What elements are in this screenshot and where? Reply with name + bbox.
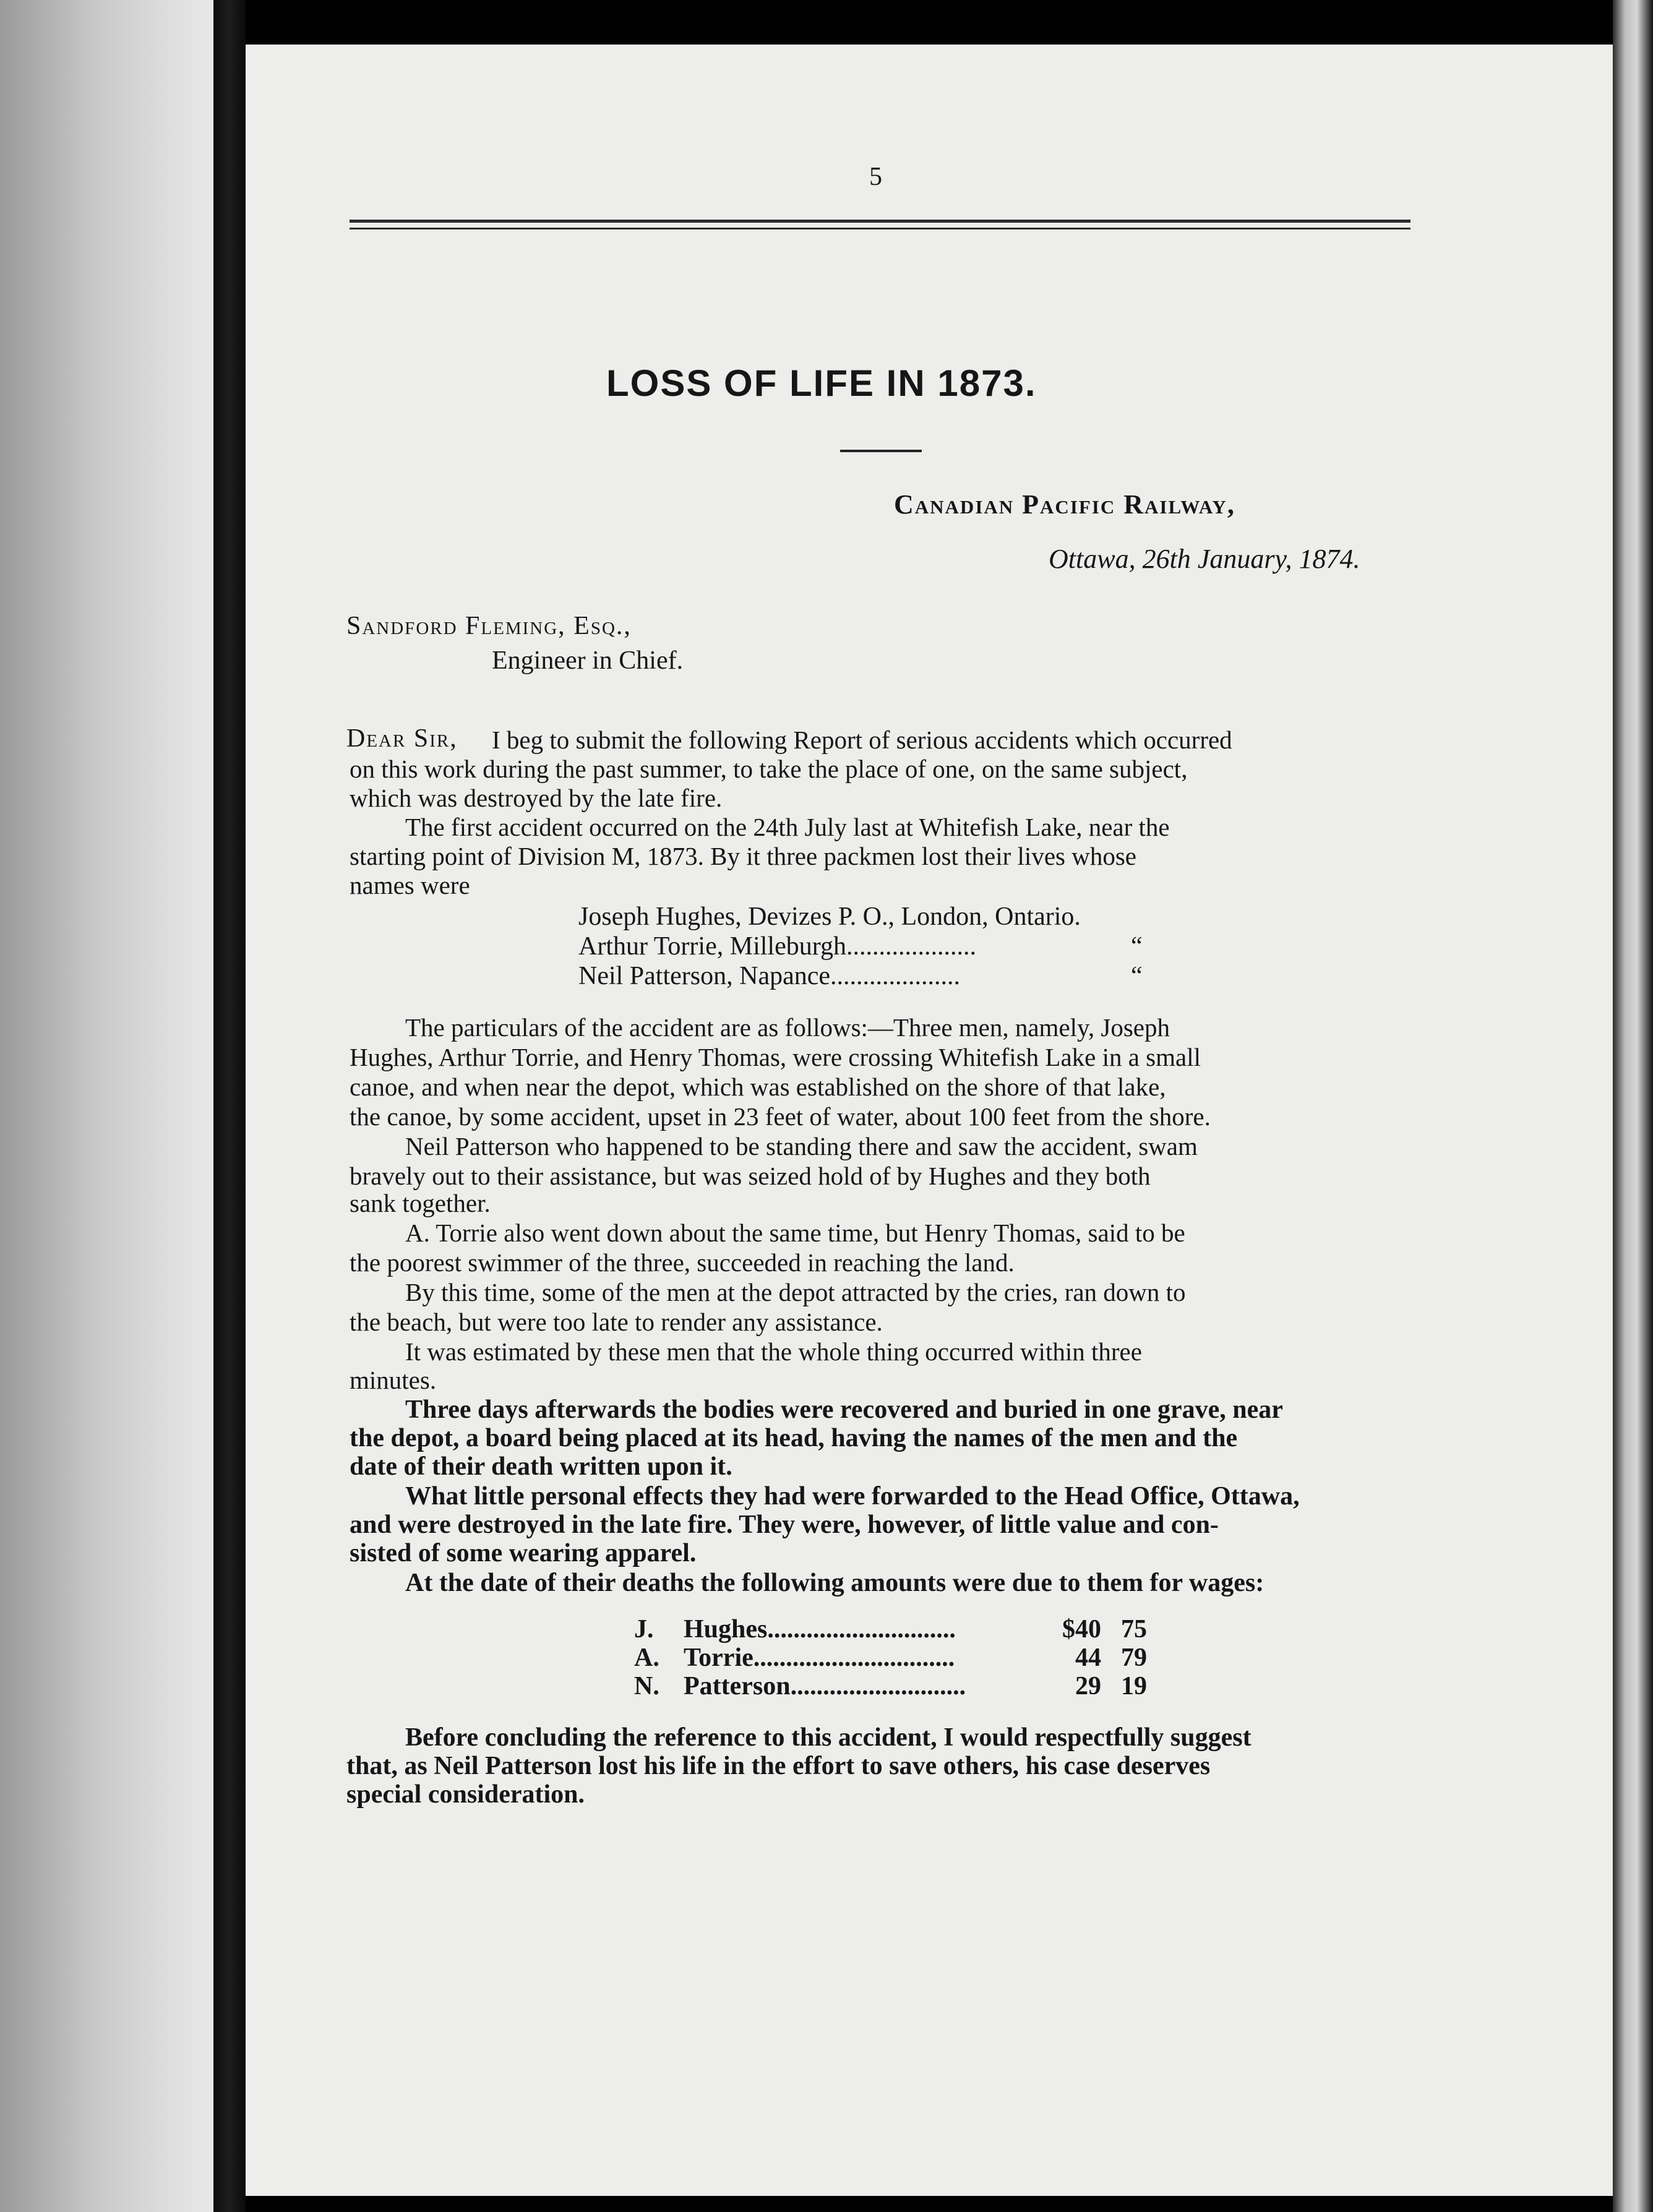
addressee-name: Sandford Fleming, Esq., <box>346 612 632 640</box>
wage-dollars: $40 <box>1062 1615 1101 1644</box>
torrie-line: the poorest swimmer of the three, succeeded in reaching the land. <box>350 1248 1015 1277</box>
conclusion-line: that, as Neil Patterson lost his life in the effort to save others, his case deserves <box>346 1752 1211 1780</box>
wage-dollars: 44 <box>1075 1644 1101 1672</box>
greeting: Dear Sir, <box>346 724 458 753</box>
torrie-line: A. Torrie also went down about the same time, but Henry Thomas, said to be <box>405 1219 1185 1247</box>
estimate-line: minutes. <box>350 1366 437 1394</box>
wage-initial: J. <box>634 1615 654 1644</box>
accident-line: The first accident occurred on the 24th July last at Whitefish Lake, near the <box>405 813 1170 841</box>
wage-name: Patterson........................... <box>684 1672 966 1700</box>
addressee-title: Engineer in Chief. <box>492 646 684 675</box>
victim-name: Arthur Torrie, Milleburgh.................... <box>578 932 976 961</box>
header-double-rule <box>350 220 1410 229</box>
estimate-line: It was estimated by these men that the whole thing occurred within three <box>405 1337 1142 1366</box>
conclusion-line: Before concluding the reference to this accident, I would respectfully suggest <box>405 1723 1252 1752</box>
patterson-line: sank together. <box>350 1189 491 1217</box>
effects-line: and were destroyed in the late fire. They were, however, of little value and con- <box>350 1511 1219 1539</box>
particulars-line: canoe, and when near the depot, which was established on the shore of that lake, <box>350 1073 1166 1101</box>
wage-cents: 79 <box>1121 1644 1147 1672</box>
wage-cents: 75 <box>1121 1615 1147 1644</box>
effects-line: sisted of some wearing apparel. <box>350 1539 697 1567</box>
particulars-line: The particulars of the accident are as follows:—Three men, namely, Joseph <box>405 1013 1170 1042</box>
document-title: LOSS OF LIFE IN 1873. <box>606 362 1037 404</box>
effects-line: What little personal effects they had were forwarded to the Head Office, Ottawa, <box>405 1482 1300 1511</box>
wage-cents: 19 <box>1121 1672 1147 1700</box>
wage-initial: A. <box>634 1644 659 1672</box>
victim-name: Joseph Hughes, Devizes P. O., London, Ontario. <box>578 902 1081 931</box>
title-divider <box>840 450 922 452</box>
patterson-line: Neil Patterson who happened to be standing there and saw the accident, swam <box>405 1132 1198 1160</box>
particulars-line: the canoe, by some accident, upset in 23 feet of water, about 100 feet from the shore. <box>350 1102 1211 1131</box>
letterhead-organization: Canadian Pacific Railway, <box>894 489 1235 520</box>
wages-intro: At the date of their deaths the following amounts were due to them for wages: <box>405 1569 1264 1597</box>
ditto-mark: “ <box>1131 932 1143 961</box>
wage-name: Torrie............................... <box>684 1644 955 1672</box>
depot-line: By this time, some of the men at the depot attracted by the cries, ran down to <box>405 1278 1186 1306</box>
bodies-line: date of their death written upon it. <box>350 1452 732 1481</box>
particulars-line: Hughes, Arthur Torrie, and Henry Thomas, were crossing Whitefish Lake in a small <box>350 1043 1201 1071</box>
intro-line: on this work during the past summer, to take the place of one, on the same subject, <box>350 755 1188 783</box>
page-number: 5 <box>869 163 882 191</box>
intro-line: which was destroyed by the late fire. <box>350 784 723 812</box>
letter-dateline: Ottawa, 26th January, 1874. <box>1049 544 1360 574</box>
intro-line: I beg to submit the following Report of serious accidents which occurred <box>492 726 1232 754</box>
left-page-edge <box>0 0 213 2212</box>
bodies-line: the depot, a board being placed at its head, having the names of the men and the <box>350 1424 1238 1452</box>
right-page-edge <box>1613 0 1653 2212</box>
victim-name: Neil Patterson, Napance.................... <box>578 962 961 990</box>
accident-line: names were <box>350 871 470 899</box>
ditto-mark: “ <box>1131 962 1143 990</box>
wage-dollars: 29 <box>1075 1672 1101 1700</box>
wage-name: Hughes............................. <box>684 1615 956 1644</box>
book-gutter <box>213 0 246 2212</box>
patterson-line: bravely out to their assistance, but was seized hold of by Hughes and they both <box>350 1162 1151 1190</box>
accident-line: starting point of Division M, 1873. By it three packmen lost their lives whose <box>350 842 1136 870</box>
depot-line: the beach, but were too late to render any assistance. <box>350 1308 883 1336</box>
wage-initial: N. <box>634 1672 659 1700</box>
bodies-line: Three days afterwards the bodies were recovered and buried in one grave, near <box>405 1395 1283 1424</box>
conclusion-line: special consideration. <box>346 1780 585 1809</box>
